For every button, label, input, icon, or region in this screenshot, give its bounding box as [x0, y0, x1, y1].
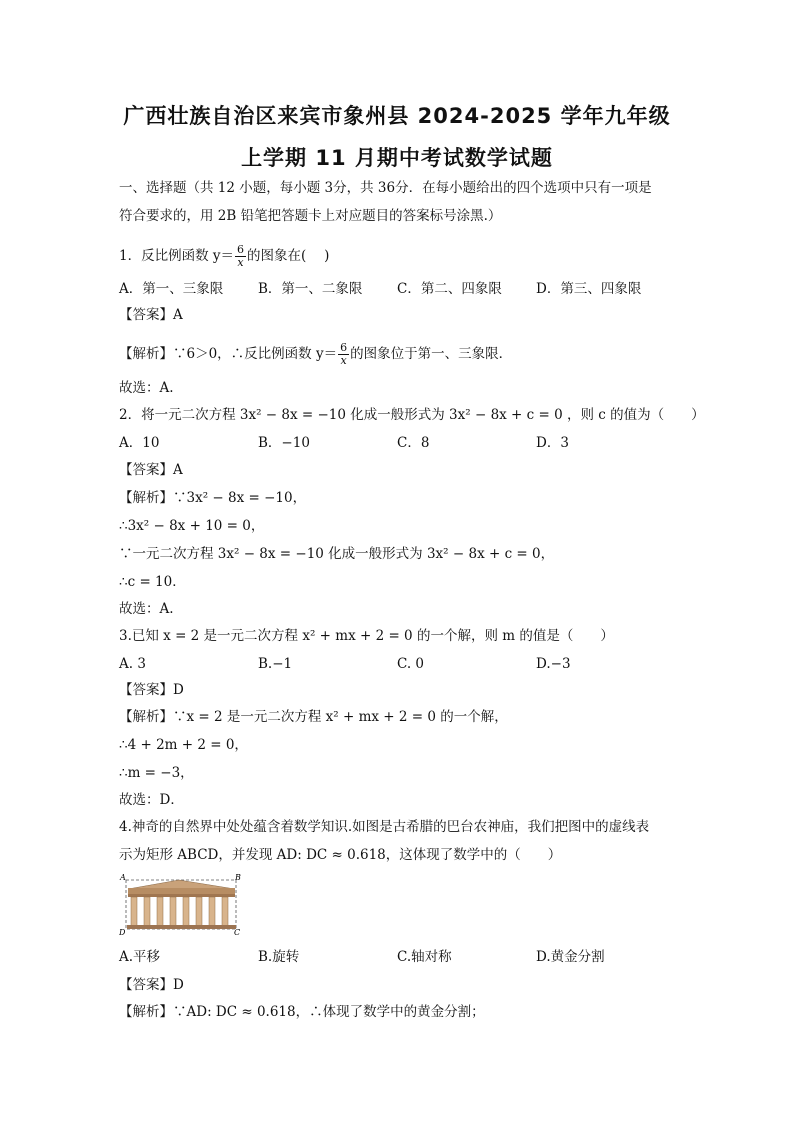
q3-answer: 【答案】D	[119, 682, 184, 698]
q2-step-3: ∵一元二次方程 3x² − 8x = −10 化成一般形式为 3x² − 8x + c = 0，	[119, 546, 555, 562]
q4-analysis: 【解析】∵AD: DC ≈ 0.618，∴体现了数学中的黄金分割；	[119, 1004, 485, 1020]
label-a: A	[120, 873, 126, 882]
q1-option-a: A．第一、三象限	[119, 281, 224, 297]
pediment	[128, 880, 235, 889]
q1-option-d: D．第三、四象限	[536, 281, 642, 297]
q2-option-a: A．10	[119, 435, 160, 451]
label-d: D	[119, 928, 126, 935]
q2-stem: 2．将一元二次方程 3x² − 8x = −10 化成一般形式为 3x² − 8x + c = 0 ，则 c 的值为（ ）	[119, 407, 705, 423]
q1-analysis-post: 的图象位于第一、三象限．	[350, 346, 513, 362]
q2-option-d: D．3	[536, 435, 569, 451]
q4-option-b: B.旋转	[258, 949, 300, 965]
page-title-line1: 广西壮族自治区来宾市象州县 2024-2025 学年九年级	[123, 104, 671, 128]
entablature	[128, 888, 235, 895]
q1-option-b: B．第一、二象限	[258, 281, 363, 297]
q3-step-2: ∴4 + 2m + 2 = 0，	[119, 737, 248, 753]
q1-frac-num: 6	[237, 243, 245, 256]
q2-step-1: 【解析】∵3x² − 8x = −10，	[119, 490, 307, 506]
q1-stem-post: 的图象在( )	[247, 248, 330, 264]
section-instructions-line2: 符合要求的，用 2B 铅笔把答题卡上对应题目的答案标号涂黑.）	[119, 208, 502, 224]
label-c: C	[234, 928, 241, 935]
q1-stem-pre: 1．反比例函数 y＝	[119, 248, 235, 264]
q4-option-a: A.平移	[119, 949, 161, 965]
q3-conclusion: 故选：D．	[119, 792, 184, 808]
q1-fraction	[235, 244, 246, 269]
q1-answer: 【答案】A	[119, 307, 183, 323]
q2-answer: 【答案】A	[119, 462, 183, 478]
q1-analysis-frac-num: 6	[340, 341, 348, 354]
q2-step-2: ∴3x² − 8x + 10 = 0，	[119, 518, 265, 534]
q1-stem	[119, 244, 329, 269]
q1-option-c: C．第二、四象限	[397, 281, 502, 297]
q3-step-3: ∴m = −3，	[119, 765, 194, 781]
q3-option-d: D.−3	[536, 656, 571, 672]
q4-option-d: D.黄金分割	[536, 949, 605, 965]
q2-option-c: C．8	[397, 435, 430, 451]
label-b: B	[235, 873, 241, 882]
page-title-line2: 上学期 11 月期中考试数学试题	[241, 146, 553, 170]
q1-frac-den: x	[237, 256, 244, 269]
q1-analysis-frac-den: x	[340, 354, 347, 367]
frieze	[128, 894, 235, 897]
q4-stem-line2: 示为矩形 ABCD，并发现 AD: DC ≈ 0.618，这体现了数学中的（ ）	[119, 847, 562, 863]
q4-answer: 【答案】D	[119, 977, 184, 993]
parthenon-figure	[119, 873, 241, 935]
q1-analysis-fraction	[338, 342, 349, 367]
q2-conclusion: 故选：A.	[119, 601, 174, 617]
q3-option-a: A. 3	[119, 656, 146, 672]
q1-conclusion: 故选：A.	[119, 380, 174, 396]
columns	[131, 897, 228, 926]
q3-option-c: C. 0	[397, 656, 425, 672]
q3-option-b: B.−1	[258, 656, 293, 672]
section-instructions-line1: 一、选择题（共 12 小题，每小题 3分，共 36分．在每小题给出的四个选项中只有一项是	[119, 180, 652, 196]
q1-analysis	[119, 342, 512, 367]
q1-analysis-pre: 【解析】∵6＞0，∴反比例函数 y＝	[119, 346, 338, 362]
q4-stem-line1: 4.神奇的自然界中处处蕴含着数学知识.如图是古希腊的巴台农神庙，我们把图中的虚线表	[119, 819, 650, 835]
q3-step-1: 【解析】∵x = 2 是一元二次方程 x² + mx + 2 = 0 的一个解，	[119, 709, 508, 725]
parthenon-image	[119, 873, 241, 935]
q3-stem: 3.已知 x = 2 是一元二次方程 x² + mx + 2 = 0 的一个解，则 m 的值是（ ）	[119, 628, 614, 644]
q4-option-c: C.轴对称	[397, 949, 452, 965]
q2-option-b: B．−10	[258, 435, 310, 451]
q2-step-4: ∴c = 10．	[119, 574, 186, 590]
stylobate	[127, 925, 236, 929]
